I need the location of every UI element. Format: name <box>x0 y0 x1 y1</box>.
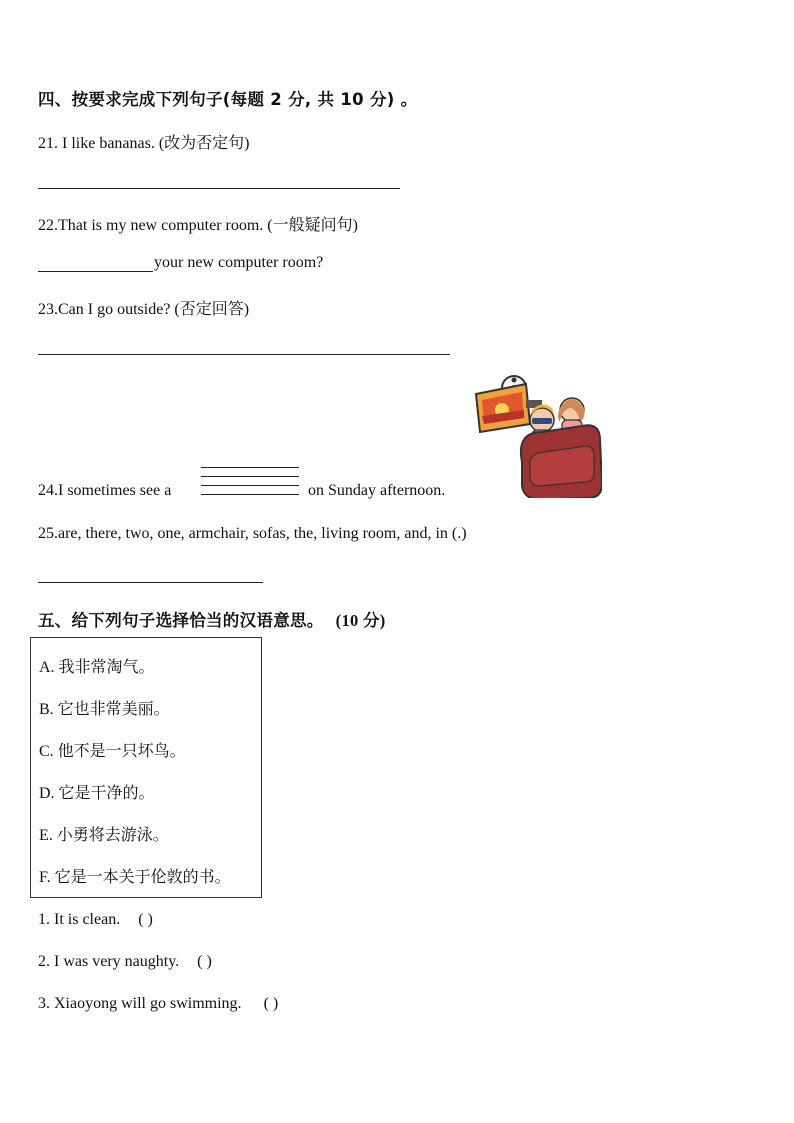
choice-b: B. 它也非常美丽。 <box>39 701 170 718</box>
writing-line-3[interactable] <box>201 485 299 486</box>
matching-question-1 <box>38 911 153 929</box>
writing-line-4[interactable] <box>201 494 299 495</box>
answer-blank-22[interactable] <box>38 271 153 272</box>
question-23: 23.Can I go outside? (否定回答) <box>38 301 250 318</box>
question-25: 25.are, there, two, one, armchair, sofas, the, living room, and, in (.) <box>38 525 467 542</box>
matching-question-2 <box>38 953 212 971</box>
choice-a: A. 我非常淘气。 <box>39 659 155 676</box>
choice-e: E. 小勇将去游泳。 <box>39 827 169 844</box>
question-24-before: 24.I sometimes see a <box>38 482 172 499</box>
section5-heading <box>38 607 386 631</box>
matching-question-3 <box>38 995 278 1013</box>
answer-paren-1[interactable]: ( ) <box>138 911 153 928</box>
choice-f: F. 它是一本关于伦敦的书。 <box>39 869 231 886</box>
answer-paren-3[interactable]: ( ) <box>263 995 279 1012</box>
question-22: 22.That is my new computer room. (一般疑问句) <box>38 217 358 234</box>
choices-box <box>30 637 262 898</box>
section5-points: (10 分) <box>335 611 386 630</box>
answer-paren-2[interactable]: ( ) <box>197 953 212 970</box>
answer-line-23[interactable] <box>38 354 450 355</box>
question-21: 21. I like bananas. (改为否定句) <box>38 135 250 152</box>
matching-question-1-text: 1. It is clean. <box>38 911 121 928</box>
question-24-after: on Sunday afternoon. <box>308 482 446 499</box>
question-22-tail: your new computer room? <box>154 254 324 271</box>
section4-heading: 四、按要求完成下列句子(每题 2 分, 共 10 分) 。 <box>38 90 418 109</box>
matching-question-2-text: 2. I was very naughty. <box>38 953 180 970</box>
section5-heading-text: 五、给下列句子选择恰当的汉语意思。 <box>38 611 324 630</box>
cinema-kids-illustration <box>474 374 602 498</box>
answer-line-21[interactable] <box>38 188 400 189</box>
writing-line-1[interactable] <box>201 467 299 468</box>
choice-d: D. 它是干净的。 <box>39 785 155 802</box>
writing-line-2[interactable] <box>201 476 299 477</box>
answer-line-25[interactable] <box>38 582 263 583</box>
choice-c: C. 他不是一只坏鸟。 <box>39 743 186 760</box>
matching-question-3-text: 3. Xiaoyong will go swimming. <box>38 995 242 1012</box>
